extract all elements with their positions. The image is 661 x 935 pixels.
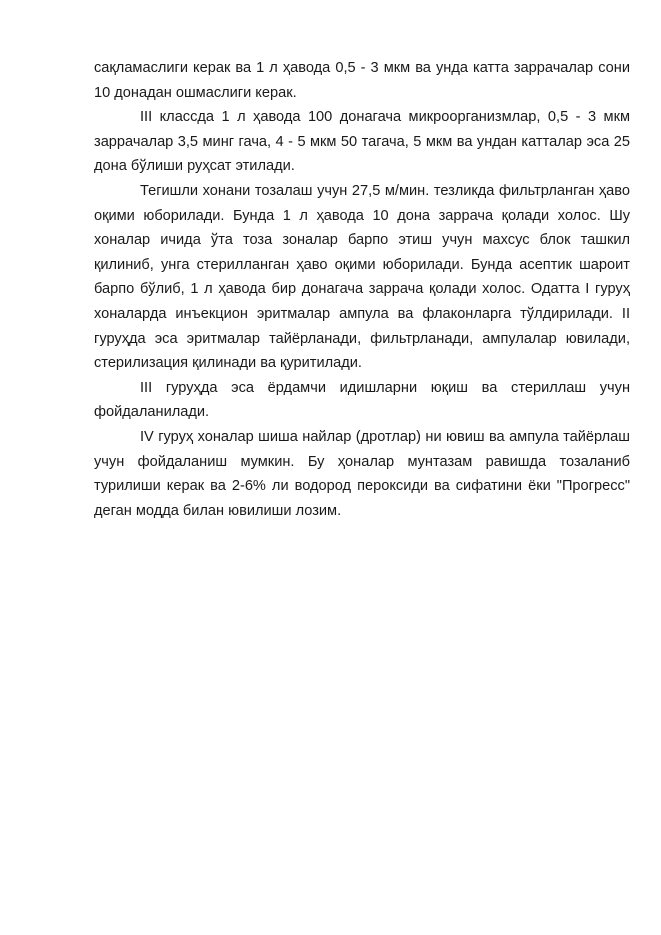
paragraph-4: III гуруҳда эса ёрдамчи идишларни юқиш ва стериллаш учун фойдаланилади.	[94, 379, 630, 421]
paragraph-2: III классда 1 л ҳавода 100 донагача микроорганизмлар, 0,5 - 3 мкм заррачалар 3,5 минг гача, 4 - 5 мкм 50 тагача, 5 мкм ва ундан катталар эса 25 дона бўлиши руҳсат этилади.	[94, 109, 630, 175]
paragraph-3: Тегишли хонани тозалаш учун 27,5 м/мин. тезликда фильтрланган ҳаво оқими юборилади. Бунда 1 л ҳавода 10 дона заррача қолади холос. Шу хоналар ичида ўта тоза зоналар барпо этиш учун махсус блок ташкил қилиниб, унга стерилланган ҳаво оқими юборилади. Бунда асептик шароит барпо бўлиб, 1 л ҳавода бир донагача заррача қолади холос. Одатта I гуруҳ хоналарда инъекцион эритмалар ампула ва флаконларга тўлдирилади. II гуруҳда эса эритмалар тайёрланади, фильтрланади, ампулалар ювилади, стерилизация қилинади ва қуритилади.	[94, 182, 630, 372]
paragraph-5: IV гуруҳ хоналар шиша найлар (дротлар) ни ювиш ва ампула тайёрлаш учун фойдаланиш мумкин. Бу ҳоналар мунтазам равишда тозаланиб турилиши керак ва 2-6% ли водород пероксиди ва сифатини ёки "Прогресс" деган модда билан ювилиши лозим.	[94, 428, 630, 519]
paragraph-1: сақламаслиги керак ва 1 л ҳавода 0,5 - 3 мкм ва унда катта заррачалар сони 10 донадан ошмаслиги керак.	[94, 60, 630, 101]
document-page	[94, 56, 630, 523]
